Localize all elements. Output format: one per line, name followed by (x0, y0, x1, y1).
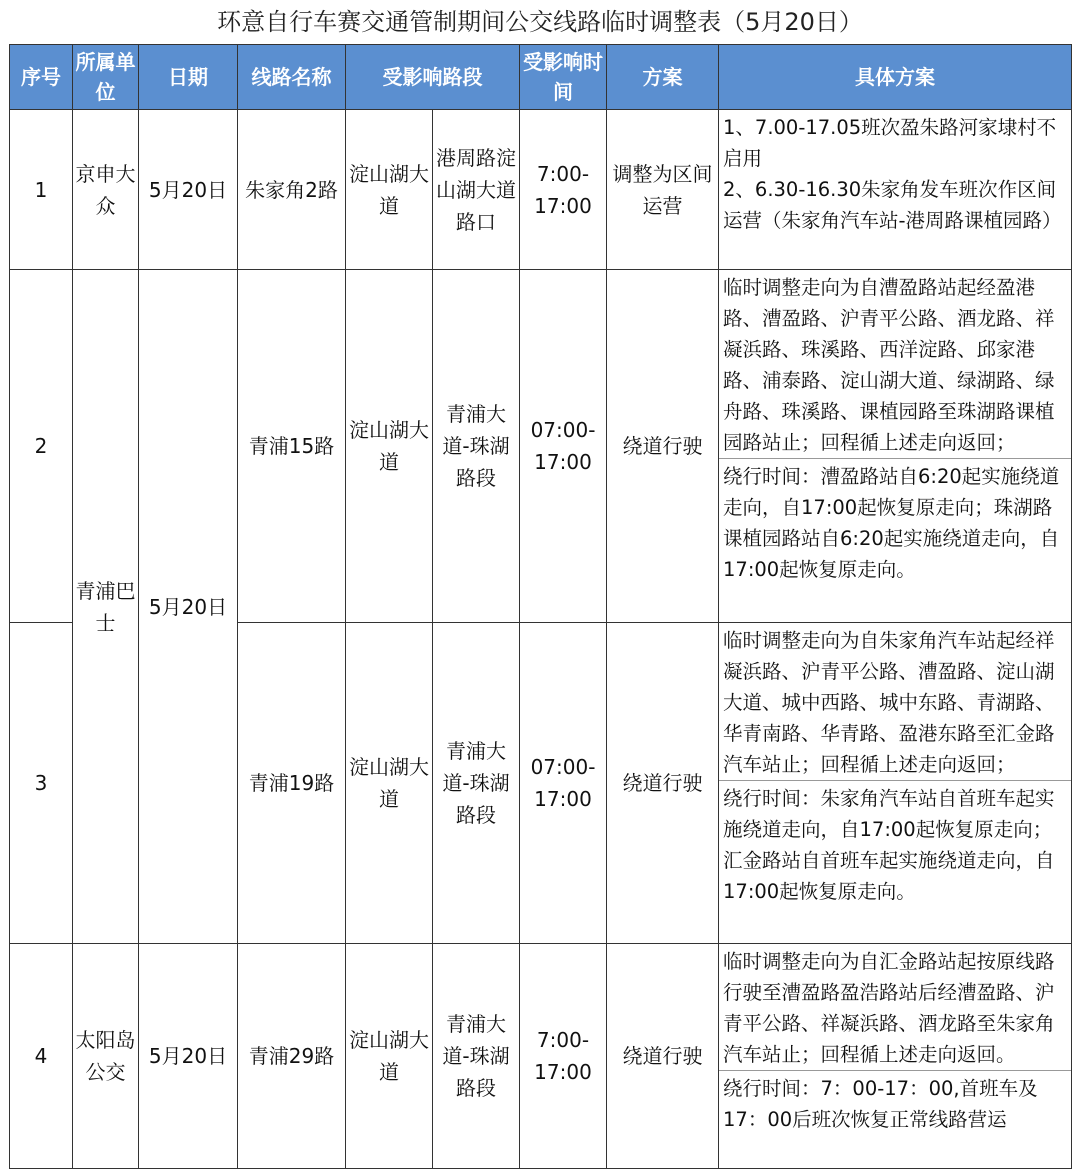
cell-unit: 京申大众 (73, 110, 139, 270)
cell-route: 朱家角2路 (238, 110, 346, 270)
detail-part-b: 绕行时间：漕盈路站自6:20起实施绕道走向，自17:00起恢复原走向；珠湖路课植园路站自6:20起实施绕道走向，自17:00起恢复原走向。 (719, 458, 1071, 585)
cell-time: 07:00-17:00 (520, 270, 607, 623)
col-header-date: 日期 (139, 45, 238, 110)
cell-detail (719, 623, 1072, 944)
col-header-route: 线路名称 (238, 45, 346, 110)
detail-part-b: 2、6.30-16.30朱家角发车班次作区间运营（朱家角汽车站-港周路课植园路） (723, 178, 1062, 232)
cell-date: 5月20日 (139, 944, 238, 1169)
detail-part-a: 1、7.00-17.05班次盈朱路河家埭村不启用 (723, 116, 1057, 170)
cell-no: 3 (10, 623, 73, 944)
cell-section: 青浦大道-珠湖路段 (433, 944, 520, 1169)
table-row (10, 110, 1072, 270)
col-header-affected-time: 受影响时间 (520, 45, 607, 110)
cell-date: 5月20日 (139, 110, 238, 270)
detail-part-b: 绕行时间：朱家角汽车站自首班车起实施绕道走向，自17:00起恢复原走向；汇金路站自首班车起实施绕道走向，自17:00起恢复原走向。 (719, 780, 1071, 907)
cell-plan: 绕道行驶 (607, 623, 719, 944)
detail-part-a: 临时调整走向为自朱家角汽车站起经祥凝浜路、沪青平公路、漕盈路、淀山湖大道、城中西路、城中东路、青湖路、华青南路、华青路、盈港东路至汇金路汽车站止；回程循上述走向返回； (723, 629, 1055, 776)
cell-time: 7:00-17:00 (520, 110, 607, 270)
detail-part-b: 绕行时间：7：00-17：00,首班车及17：00后班次恢复正常线路营运 (719, 1070, 1071, 1135)
cell-section: 港周路淀山湖大道路口 (433, 110, 520, 270)
cell-road: 淀山湖大道 (346, 623, 433, 944)
cell-no: 4 (10, 944, 73, 1169)
detail-part-a: 临时调整走向为自汇金路站起按原线路行驶至漕盈路盈浩路站后经漕盈路、沪青平公路、祥凝浜路、酒龙路至朱家角汽车站止；回程循上述走向返回。 (723, 950, 1055, 1066)
cell-plan: 绕道行驶 (607, 270, 719, 623)
header-row (10, 45, 1072, 110)
cell-route: 青浦15路 (238, 270, 346, 623)
cell-no: 2 (10, 270, 73, 623)
cell-road: 淀山湖大道 (346, 270, 433, 623)
cell-section: 青浦大道-珠湖路段 (433, 270, 520, 623)
cell-route: 青浦29路 (238, 944, 346, 1169)
cell-detail (719, 110, 1072, 270)
cell-plan: 调整为区间运营 (607, 110, 719, 270)
cell-date: 5月20日 (139, 270, 238, 944)
page-title: 环意自行车赛交通管制期间公交线路临时调整表（5月20日） (217, 8, 863, 36)
table-row (10, 944, 1072, 1169)
table-row (10, 270, 1072, 623)
cell-no: 1 (10, 110, 73, 270)
cell-unit: 青浦巴士 (73, 270, 139, 944)
cell-plan: 绕道行驶 (607, 944, 719, 1169)
col-header-no: 序号 (10, 45, 73, 110)
col-header-affected-section: 受影响路段 (346, 45, 520, 110)
cell-time: 07:00-17:00 (520, 623, 607, 944)
cell-section: 青浦大道-珠湖路段 (433, 623, 520, 944)
col-header-detail: 具体方案 (719, 45, 1072, 110)
cell-route: 青浦19路 (238, 623, 346, 944)
col-header-plan: 方案 (607, 45, 719, 110)
cell-road: 淀山湖大道 (346, 110, 433, 270)
cell-road: 淀山湖大道 (346, 944, 433, 1169)
col-header-unit: 所属单位 (73, 45, 139, 110)
cell-time: 7:00-17:00 (520, 944, 607, 1169)
cell-detail (719, 270, 1072, 623)
cell-unit: 太阳岛公交 (73, 944, 139, 1169)
cell-detail (719, 944, 1072, 1169)
schedule-table (9, 44, 1072, 1169)
detail-part-a: 临时调整走向为自漕盈路站起经盈港路、漕盈路、沪青平公路、酒龙路、祥凝浜路、珠溪路、西洋淀路、邱家港路、浦泰路、淀山湖大道、绿湖路、绿舟路、珠溪路、课植园路至珠湖路课植园路站止；回程循上述走向返回； (723, 276, 1055, 454)
